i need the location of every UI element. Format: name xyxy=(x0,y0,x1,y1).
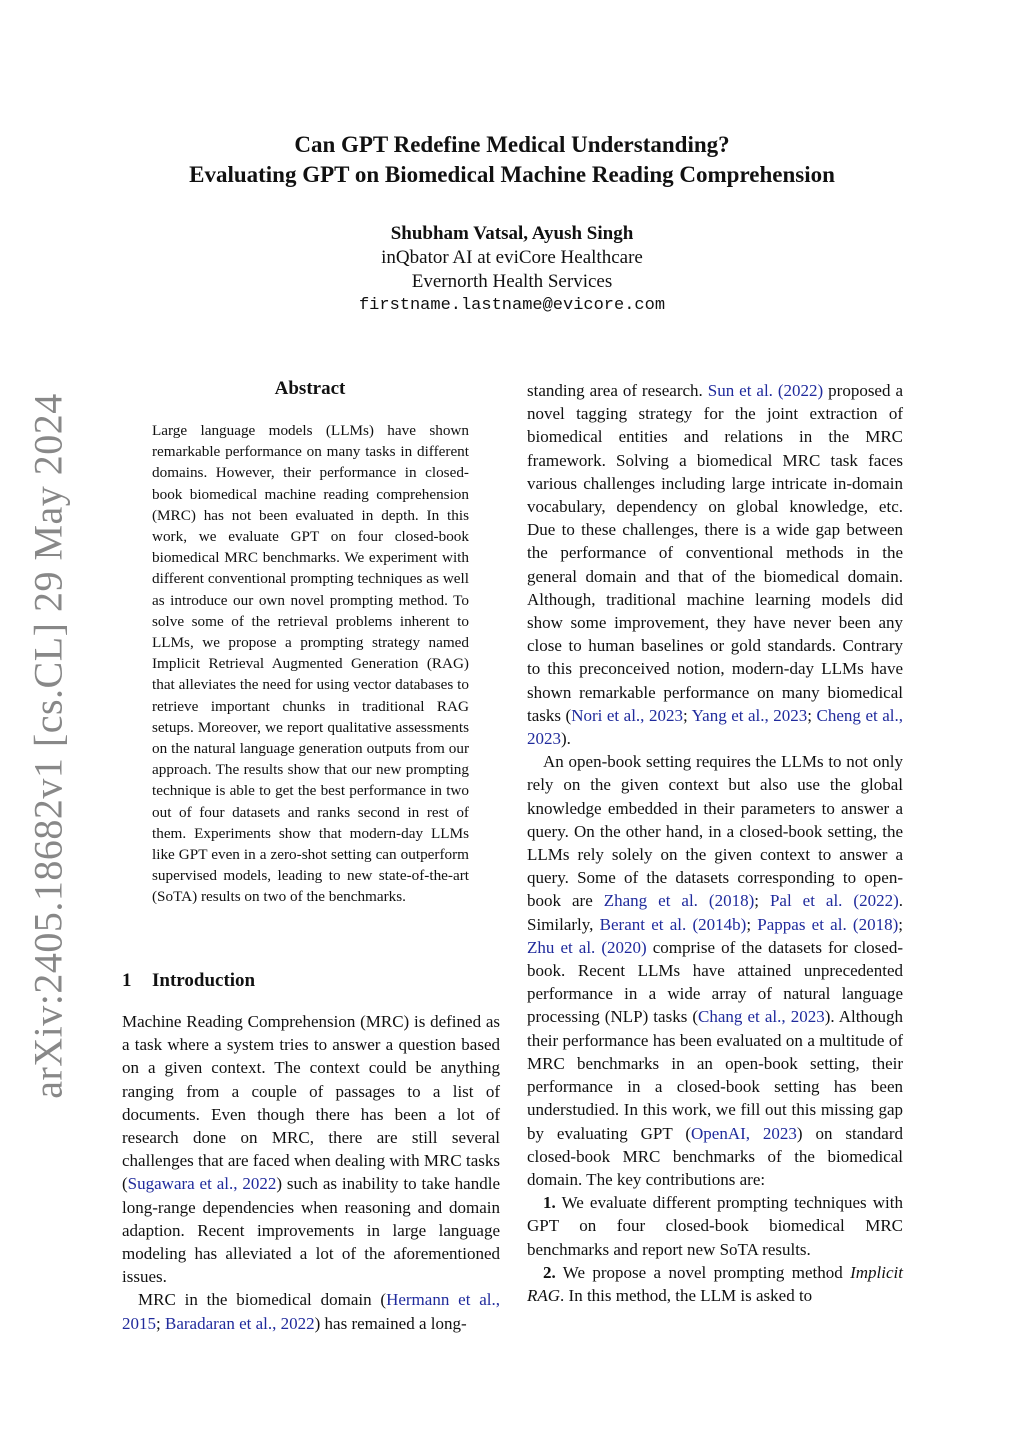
title-line-1: Can GPT Redefine Medical Understanding? xyxy=(294,132,730,157)
intro-paragraph-3: An open-book setting requires the LLMs to not only rely on the given context but also use the global knowledge embedded in their parameters to answer a query. On the other hand, in a closed-book setting, the LLMs rely solely on the given context to answer a query. Some of the datasets corresponding to open-book are Zhang et al. (2018); Pal et al. (2022). Similarly, Berant et al. (2014b); Pappas et al. (2018); Zhu et al. (2020) comprise of the datasets for closed-book. Recent LLMs have attained unprecedented performance in a wide array of natural language processing (NLP) tasks (Chang et al., 2023). Although their performance has been evaluated on a multitude of MRC benchmarks in an open-book setting, their performance in a closed-book setting has been understudied. In this work, we fill out this missing gap by evaluating GPT (OpenAI, 2023) on standard closed-book MRC benchmarks of the biomedical domain. The key contributions are: xyxy=(527,752,903,1189)
citation-link[interactable]: Baradaran et al., 2022 xyxy=(164,1313,315,1333)
abstract-text: Large language models (LLMs) have shown remarkable performance on many tasks in different domains. However, their performance in closed-book biomedical machine reading comprehension (MRC) has not been evaluated in depth. In this work, we evaluate GPT on four closed-book biomedical MRC benchmarks. We experiment with different conventional prompting techniques as well as introduce our own novel prompting method. To solve some of the retrieval problems inherent to LLMs, we propose a prompting strategy named Implicit Retrieval Augmented Generation (RAG) that alleviates the need for using vector databases to retrieve important chunks in traditional RAG setups. Moreover, we report qualitative assessments on the natural language generation outputs from our approach. The results show that our new prompting technique is able to get the best performance in two out of four datasets and ranks second in rest of them. Experiments show that modern-day LLMs like GPT even in a zero-shot setting can outperform supervised models, leading to new state-of-the-art (SoTA) results on two of the benchmarks. xyxy=(152,422,469,906)
citation-link[interactable]: Yang et al., 2023 xyxy=(691,705,808,725)
section-heading-introduction xyxy=(122,970,255,992)
contribution-1: 1. We evaluate different prompting techniques with GPT on four closed-book biomedical MRC benchmarks and report new SoTA results. xyxy=(527,1193,903,1259)
right-column xyxy=(527,379,903,1307)
affiliation-1: inQbator AI at eviCore Healthcare xyxy=(381,247,643,268)
citation-link[interactable]: Hermann et al., 2015 xyxy=(122,1290,501,1333)
citation-link[interactable]: Pal et al. (2022) xyxy=(769,891,899,911)
section-title: Introduction xyxy=(152,970,256,991)
citation-link[interactable]: Cheng et al., 2023 xyxy=(527,705,904,749)
affiliation-2: Evernorth Health Services xyxy=(411,271,613,292)
intro-paragraph-2-continued: standing area of research. Sun et al. (2022) proposed a novel tagging strategy for the joint extraction of biomedical entities and relations in the MRC framework. Solving a biomedical MRC task faces various challenges including large intricate in-domain vocabulary, dependency on global knowledge, etc. Due to these challenges, there is a wide gap between the performance of conventional methods in the general domain and that of the biomedical domain. Although, traditional machine learning models did show some improvement, they have never been any close to human baselines or gold standards. Contrary to this preconceived notion, modern-day LLMs have shown remarkable performance on many biomedical tasks (Nori et al., 2023; Yang et al., 2023; Cheng et al., 2023). xyxy=(527,381,904,749)
citation-link[interactable]: Zhang et al. (2018) xyxy=(603,891,755,911)
citation-link[interactable]: Sugawara et al., 2022 xyxy=(127,1174,277,1194)
author-email: firstname.lastname@evicore.com xyxy=(358,296,666,315)
citation-link[interactable]: Zhu et al. (2020) xyxy=(527,937,647,957)
citation-link[interactable]: Berant et al. (2014b) xyxy=(599,914,747,934)
citation-link[interactable]: Sun et al. (2022) xyxy=(707,381,824,400)
section-number: 1 xyxy=(122,970,132,991)
contribution-2: 2. We propose a novel prompting method Implicit RAG. In this method, the LLM is asked to xyxy=(527,1262,903,1305)
citation-link[interactable]: Nori et al., 2023 xyxy=(571,705,683,725)
citation-link[interactable]: OpenAI, 2023 xyxy=(691,1123,797,1143)
left-column xyxy=(122,1010,500,1335)
abstract-heading: Abstract xyxy=(274,378,346,399)
intro-paragraph-1: Machine Reading Comprehension (MRC) is defined as a task where a system tries to answer a question based on a given context. The context could be anything ranging from a couple of passages to a list of documents. Even though there has been a lot of research done on MRC, there are still several challenges that are faced when dealing with MRC tasks (Sugawara et al., 2022) such as inability to take handle long-range dependencies when reasoning and domain adaption. Recent improvements in large language modeling has alleviated a lot of the aforementioned issues. xyxy=(122,1012,500,1287)
citation-link[interactable]: Chang et al., 2023 xyxy=(698,1007,825,1027)
author-block xyxy=(0,222,1024,318)
author-names: Shubham Vatsal, Ayush Singh xyxy=(390,223,634,244)
arxiv-stamp: arXiv:2405.18682v1 [cs.CL] 29 May 2024 xyxy=(25,393,71,1099)
intro-paragraph-2-start: MRC in the biomedical domain (Hermann et al., 2015; Baradaran et al., 2022) has remained a long- xyxy=(122,1290,501,1333)
title-line-2: Evaluating GPT on Biomedical Machine Reading Comprehension xyxy=(189,162,835,187)
paper-title xyxy=(0,130,1024,190)
citation-link[interactable]: Pappas et al. (2018) xyxy=(757,914,899,934)
